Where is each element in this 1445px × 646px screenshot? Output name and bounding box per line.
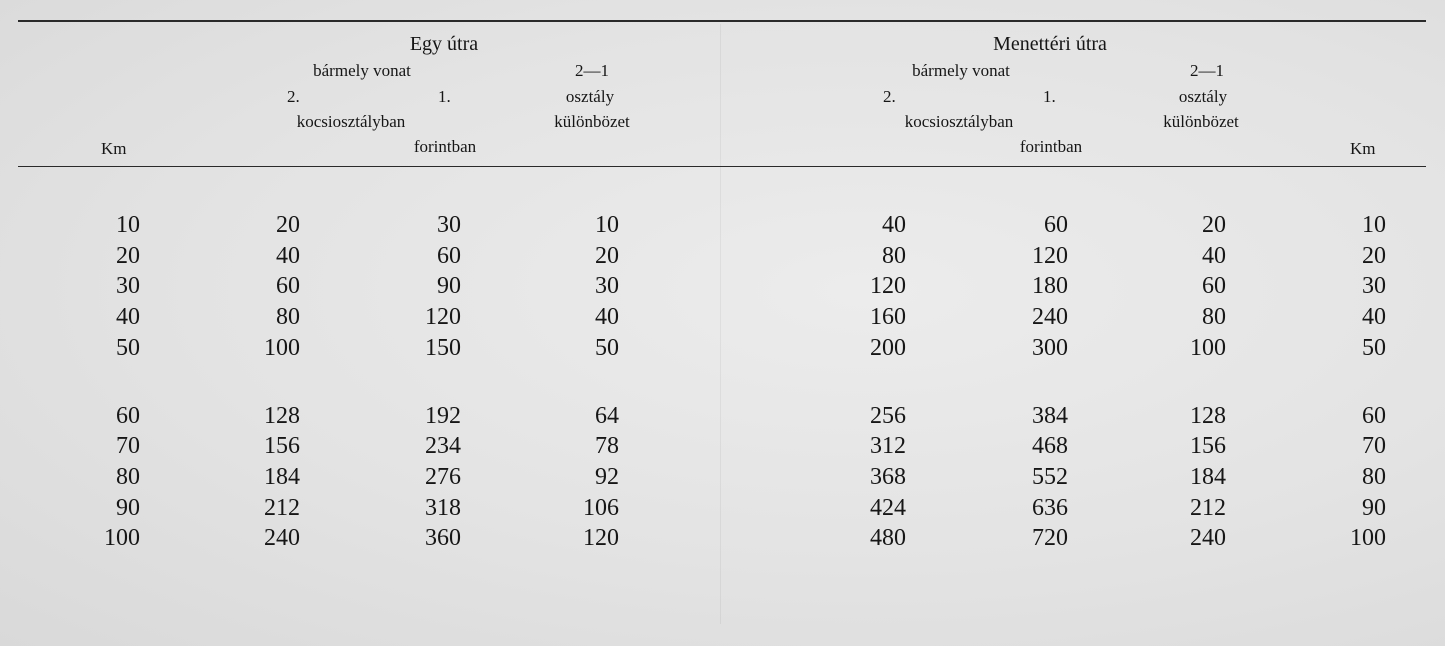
header-left-class-2: 2. [287,87,300,106]
cell-return-diff: 212 [1190,494,1226,521]
cell-return-class-1: 180 [1032,273,1068,300]
header-return: Menettéri útra [993,33,1107,55]
cell-km-right: 80 [1362,463,1386,490]
header-right-any-train: bármely vonat [912,61,1010,80]
cell-return-class-2: 200 [870,334,906,361]
table-row [0,434,1445,464]
cell-return-class-1: 60 [1044,212,1068,238]
cell-km-right: 70 [1362,433,1386,460]
cell-return-class-2: 368 [870,463,906,490]
cell-return-class-1: 120 [1032,242,1068,269]
cell-one-way-diff: 92 [595,463,619,490]
cell-one-way-class-2: 240 [264,525,300,552]
cell-return-class-2: 312 [870,433,906,460]
cell-return-class-2: 40 [882,212,906,238]
cell-return-diff: 100 [1190,334,1226,361]
cell-km-right: 10 [1362,212,1386,238]
header-left-class-1: 1. [438,87,451,106]
cell-one-way-class-2: 128 [264,402,300,429]
cell-one-way-class-2: 60 [276,273,300,300]
cell-one-way-class-2: 184 [264,463,300,490]
cell-return-diff: 184 [1190,463,1226,490]
cell-return-class-2: 80 [882,242,906,269]
cell-one-way-diff: 30 [595,273,619,300]
header-right-class-diff: 2—1 [1190,61,1224,80]
cell-one-way-diff: 10 [595,212,619,238]
cell-one-way-diff: 106 [583,494,619,521]
cell-one-way-class-1: 360 [425,525,461,552]
cell-return-diff: 80 [1202,304,1226,331]
cell-km-right: 50 [1362,334,1386,361]
cell-return-diff: 240 [1190,525,1226,552]
cell-one-way-diff: 40 [595,304,619,331]
cell-one-way-class-1: 150 [425,334,461,361]
table-row [0,465,1445,495]
cell-km-right: 20 [1362,242,1386,269]
cell-return-class-1: 384 [1032,402,1068,429]
table-row [0,496,1445,526]
cell-km: 50 [116,334,140,361]
cell-km-right: 90 [1362,494,1386,521]
table-row [0,305,1445,335]
cell-km: 70 [116,433,140,460]
cell-return-class-2: 256 [870,402,906,429]
cell-km: 10 [116,212,140,238]
header-left-diff-word: különbözet [554,112,630,131]
cell-return-diff: 60 [1202,273,1226,300]
cell-return-class-2: 120 [870,273,906,300]
header-left-km: Km [101,139,127,158]
cell-return-class-1: 636 [1032,494,1068,521]
header-left-coach-class: kocsiosztályban [296,112,406,131]
header-right-in-forint: forintban [1019,137,1083,156]
cell-return-class-2: 160 [870,304,906,331]
cell-one-way-class-1: 60 [437,242,461,269]
header-left-in-forint: forintban [413,137,477,156]
header-left-class-word: osztály [565,87,615,106]
cell-one-way-class-1: 90 [437,273,461,300]
header-right-class-1: 1. [1043,87,1056,106]
header-right-diff-word: különbözet [1163,112,1239,131]
header-right-class-2: 2. [883,87,896,106]
top-rule [18,20,1426,22]
cell-km: 40 [116,304,140,331]
cell-one-way-diff: 120 [583,525,619,552]
cell-return-class-2: 480 [870,525,906,552]
cell-one-way-diff: 78 [595,433,619,460]
cell-one-way-class-2: 20 [276,212,300,238]
cell-one-way-class-1: 276 [425,463,461,490]
cell-one-way-class-1: 120 [425,304,461,331]
cell-km: 60 [116,402,140,429]
table-row [0,526,1445,556]
cell-return-diff: 40 [1202,242,1226,269]
header-left-any-train: bármely vonat [313,61,411,80]
cell-one-way-class-2: 156 [264,433,300,460]
cell-km-right: 40 [1362,304,1386,331]
cell-km-right: 100 [1350,525,1386,552]
cell-return-diff: 156 [1190,433,1226,460]
cell-km: 30 [116,273,140,300]
header-right-coach-class: kocsiosztályban [904,112,1014,131]
cell-return-diff: 128 [1190,402,1226,429]
cell-return-class-1: 468 [1032,433,1068,460]
cell-one-way-class-1: 192 [425,402,461,429]
header-right-km: Km [1350,139,1376,158]
cell-one-way-diff: 64 [595,402,619,429]
cell-return-class-1: 300 [1032,334,1068,361]
header-one-way: Egy útra [409,33,479,55]
cell-km: 20 [116,242,140,269]
cell-return-class-1: 240 [1032,304,1068,331]
cell-one-way-class-2: 40 [276,242,300,269]
cell-one-way-diff: 50 [595,334,619,361]
cell-return-class-1: 720 [1032,525,1068,552]
cell-one-way-class-2: 100 [264,334,300,361]
table-row [0,274,1445,304]
header-left-class-diff: 2—1 [575,61,609,80]
cell-return-class-1: 552 [1032,463,1068,490]
cell-one-way-diff: 20 [595,242,619,269]
cell-km: 80 [116,463,140,490]
table-row [0,244,1445,274]
cell-km: 90 [116,494,140,521]
header-rule [18,166,1426,167]
cell-km-right: 60 [1362,402,1386,429]
table-row [0,336,1445,366]
cell-km-right: 30 [1362,273,1386,300]
cell-return-class-2: 424 [870,494,906,521]
cell-one-way-class-2: 80 [276,304,300,331]
table-row [0,404,1445,434]
cell-one-way-class-2: 212 [264,494,300,521]
cell-one-way-class-1: 30 [437,212,461,238]
cell-km: 100 [104,525,140,552]
header-right-class-word: osztály [1178,87,1228,106]
cell-one-way-class-1: 318 [425,494,461,521]
cell-return-diff: 20 [1202,212,1226,238]
cell-one-way-class-1: 234 [425,433,461,460]
table-row [0,213,1445,243]
